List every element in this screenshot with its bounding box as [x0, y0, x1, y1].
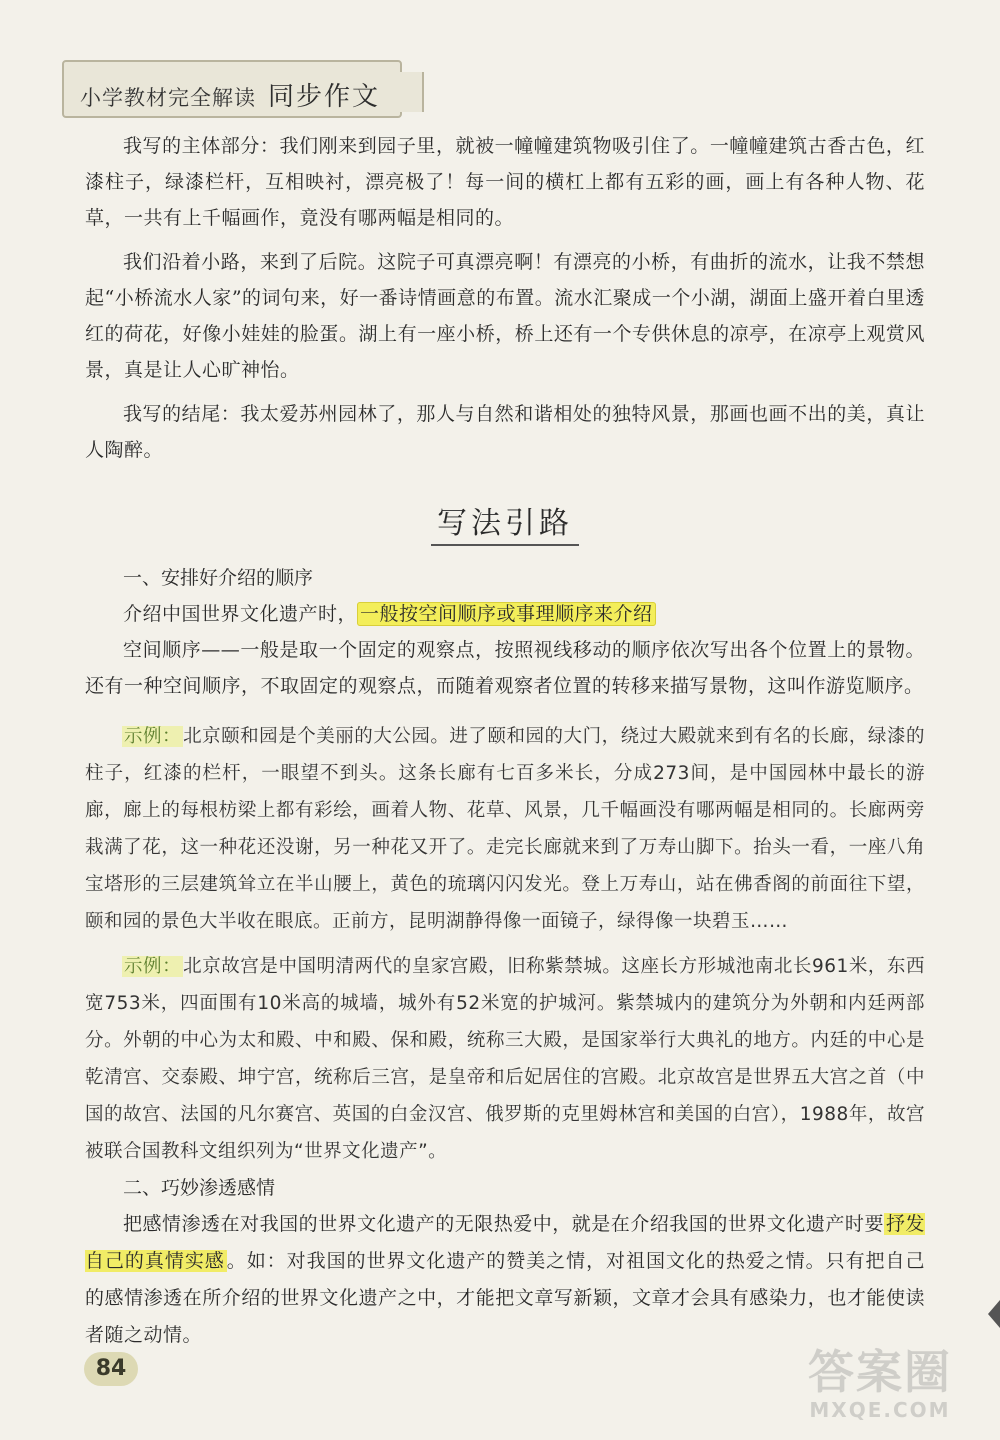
- part1-lead: [85, 596, 925, 632]
- watermark-url: MXQE.COM: [809, 1398, 951, 1422]
- example-1: [85, 718, 925, 940]
- example-block: [85, 718, 925, 1170]
- series-title: 小学教材完全解读: [80, 86, 256, 110]
- subject-title: 同步作文: [268, 82, 381, 112]
- header-banner-tail: [400, 72, 424, 112]
- intro-paragraph-1: 我写的主体部分：我们刚来到园子里，就被一幢幢建筑物吸引住了。一幢幢建筑古香古色，红漆柱子，绿漆栏杆，互相映衬，漂亮极了！每一间的横杠上都有五彩的画，画上有各种人物、花草，一共有上千幅画作，竟没有哪两幅是相同的。: [85, 135, 925, 229]
- section-title: [85, 498, 925, 546]
- part1-heading: 一、安排好介绍的顺序: [123, 567, 314, 589]
- header-banner: [62, 60, 402, 118]
- page-edge-arrow-icon: [988, 1300, 1000, 1328]
- part2-heading: 二、巧妙渗透感情: [123, 1177, 276, 1199]
- example-2: [85, 948, 925, 1170]
- example-2-text: 北京故宫是中国明清两代的皇家宫殿，旧称紫禁城。这座长方形城池南北长961米，东西宽753米，四面围有10米高的城墙，城外有52米宽的护城河。紫禁城内的建筑分为外朝和内廷两部分。外朝的中心为太和殿、中和殿、保和殿，统称三大殿，是国家举行大典礼的地方。内廷的中心是乾清宫、交泰殿、坤宁宫，统称后三宫，是皇帝和后妃居住的宫殿。北京故宫是世界五大宫之首（中国的故宫、法国的凡尔赛宫、英国的白金汉宫、俄罗斯的克里姆林宫和美国的白宫），1988年，故宫被联合国教科文组织列为“世界文化遗产”。: [85, 956, 925, 1162]
- part2-paragraph: [85, 1206, 925, 1354]
- example-1-label: 示例：: [124, 726, 182, 747]
- intro-paragraph-2: 我们沿着小路，来到了后院。这院子可真漂亮啊！有漂亮的小桥，有曲折的流水，让我不禁想起“小桥流水人家”的词句来，好一番诗情画意的布置。流水汇聚成一个小湖，湖面上盛开着白里透红的荷花，好像小娃娃的脸蛋。湖上有一座小桥，桥上还有一个专供休息的凉亭，在凉亭上观赏风景，真是让人心旷神怡。: [85, 251, 925, 381]
- section-title-text: 写法引路: [431, 498, 579, 546]
- part2-highlight: 抒发自己的真情实感: [85, 1213, 925, 1272]
- example-2-label: 示例：: [124, 956, 182, 977]
- watermark-mark: 答案圈: [808, 1345, 952, 1399]
- example-1-text: 北京颐和园是个美丽的大公园。进了颐和园的大门，绕过大殿就来到有名的长廊，绿漆的柱子，红漆的栏杆，一眼望不到头。这条长廊有七百多米长，分成273间，是中国园林中最长的游廊，廊上的每根枋梁上都有彩绘，画着人物、花草、风景，几千幅画没有哪两幅是相同的。长廊两旁栽满了花，这一种花还没谢，另一种花又开了。走完长廊就来到了万寿山脚下。抬头一看，一座八角宝塔形的三层建筑耸立在半山腰上，黄色的琉璃闪闪发光。登上万寿山，站在佛香阁的前面往下望，颐和园的景色大半收在眼底。正前方，昆明湖静得像一面镜子，绿得像一块碧玉……: [85, 726, 925, 932]
- page-number: 84: [84, 1352, 138, 1386]
- intro-paragraph-3: 我写的结尾：我太爱苏州园林了，那人与自然和谐相处的独特风景，那画也画不出的美，真让人陶醉。: [85, 403, 925, 461]
- part2-text-before: 把感情渗透在对我国的世界文化遗产的无限热爱中，就是在介绍我国的世界文化遗产时要: [123, 1213, 884, 1235]
- watermark: [780, 1346, 980, 1426]
- part1-lead-highlight: 一般按空间顺序或事理顺序来介绍: [357, 602, 656, 626]
- main-text: [85, 128, 925, 1354]
- part1-paragraph: 空间顺序——一般是取一个固定的观察点，按照视线移动的顺序依次写出各个位置上的景物。还有一种空间顺序，不取固定的观察点，而随着观察者位置的转移来描写景物，这叫作游览顺序。: [85, 639, 925, 697]
- part2-text-after: 。如：对我国的世界文化遗产的赞美之情，对祖国文化的热爱之情。只有把自己的感情渗透在所介绍的世界文化遗产之中，才能把文章写新颖，文章才会具有感染力，也才能使读者随之动情。: [85, 1250, 925, 1346]
- part1-lead-text: 介绍中国世界文化遗产时，: [123, 603, 358, 625]
